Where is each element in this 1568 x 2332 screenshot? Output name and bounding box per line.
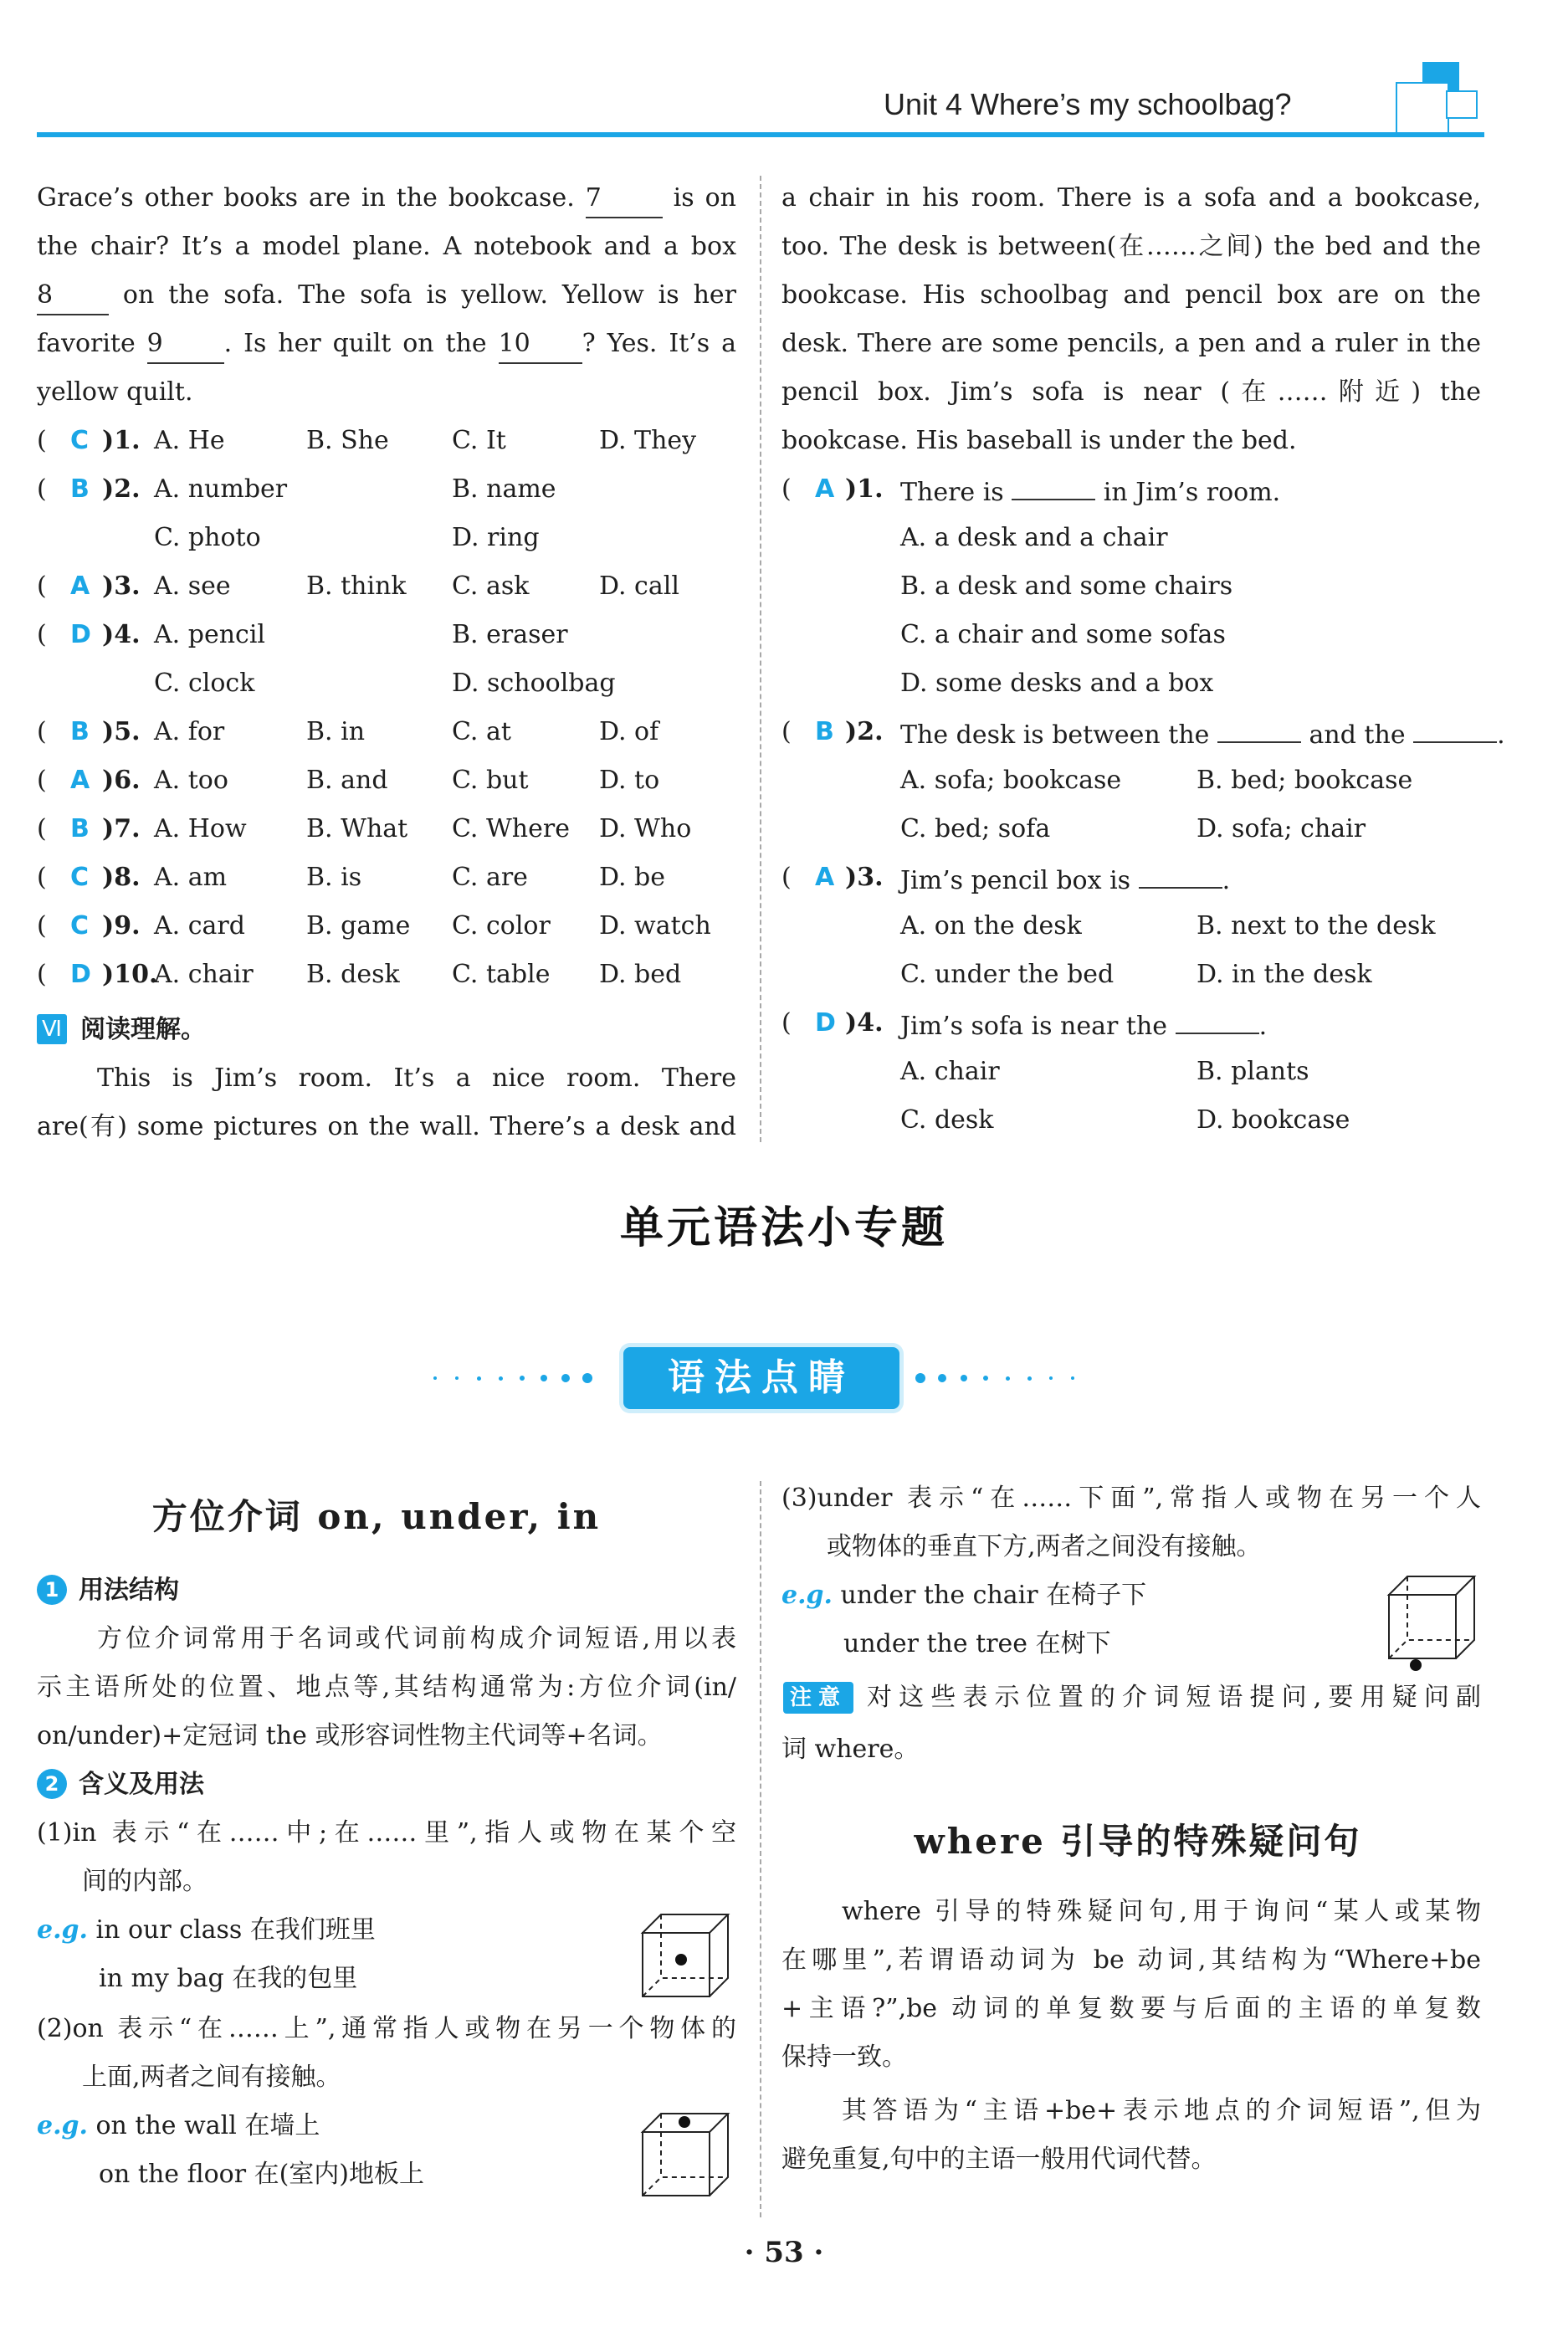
reading-passage-line: pencil box. Jim’s sofa is near (在……附近) the [781, 377, 1481, 407]
answer-blank: 10 [499, 325, 582, 364]
option: B. plants [1196, 1057, 1309, 1086]
decorative-dot [915, 1373, 925, 1383]
option-d: D. bed [599, 960, 682, 989]
header-decoration-square [1446, 90, 1478, 119]
point-number-2: 2 [37, 1769, 67, 1799]
bracket: ( [37, 571, 47, 601]
grammar-banner [623, 1347, 899, 1409]
question-number: )6. [102, 766, 141, 795]
reading-question [0, 708, 1568, 756]
answer-letter: A [70, 766, 90, 795]
answer-letter: A [815, 863, 835, 892]
decorative-dot [541, 1375, 547, 1381]
page-number: · 53 · [744, 2236, 824, 2269]
question-number: )3. [102, 571, 141, 601]
in-example: e.g. in our class 在我们班里 [37, 1915, 376, 1945]
option-c: C. ask [452, 571, 530, 601]
option-c: C. Where [452, 814, 570, 843]
decorative-dot [561, 1374, 570, 1382]
cloze-row [0, 417, 753, 465]
cloze-row [0, 562, 753, 611]
option-c: B. eraser [452, 620, 568, 649]
reading-question [0, 999, 1568, 1048]
answer-blank [1176, 999, 1259, 1034]
answer-letter: C [70, 863, 90, 892]
option-c: B. name [452, 474, 556, 504]
option-d: D. They [599, 426, 697, 455]
option-a: A. pencil [154, 620, 266, 649]
reading-passage-line: too. The desk is between(在……之间) the bed and the [781, 232, 1481, 261]
option-d: D. be [599, 863, 666, 892]
bracket: ( [37, 620, 47, 649]
on-example: e.g. on the wall 在墙上 [37, 2111, 320, 2140]
option-a: A. for [154, 717, 225, 746]
option-d: D. watch [599, 911, 711, 940]
option: B. a desk and some chairs [900, 571, 1233, 601]
bracket: ( [37, 911, 47, 940]
answer-letter: B [70, 474, 90, 504]
answer-letter: D [815, 1008, 836, 1038]
option-a: A. number [154, 474, 288, 504]
decorative-dot [433, 1376, 437, 1380]
option: D. some desks and a box [900, 669, 1214, 698]
option-a: A. card [154, 911, 245, 940]
on-usage-line: 上面,两者之间有接触。 [82, 2063, 341, 2092]
cloze-row [0, 659, 753, 708]
on-usage-line: (2)on 表示“在……上”,通常指人或物在另一个物体的 [37, 2014, 736, 2043]
decorative-dot [477, 1376, 481, 1381]
reading-question [0, 853, 1568, 902]
decorative-dot [455, 1376, 459, 1380]
question-number: )9. [102, 911, 141, 940]
header-title: Unit 4 Where’s my schoolbag? [884, 87, 1292, 121]
question-number: )1. [102, 426, 141, 455]
column-divider [760, 176, 761, 1142]
reading-passage-line: a chair in his room. There is a sofa and a bookcase, [781, 183, 1481, 213]
cube-under-diagram [1382, 1571, 1483, 1672]
note-line: 对这些表示位置的介词短语提问,要用疑问副 [867, 1683, 1481, 1712]
bracket: ( [37, 863, 47, 892]
cloze-row [0, 756, 753, 805]
answer-blank: 9 [147, 325, 224, 364]
bracket: ( [781, 717, 792, 746]
option-a: A. chair [154, 960, 254, 989]
eg-label: e.g. [781, 1581, 833, 1610]
option-c: C. but [452, 766, 529, 795]
option-a: A. see [154, 571, 231, 601]
where-line: +主语?”,be 动词的单复数要与后面的主语的单复数 [781, 1994, 1481, 2023]
point1-title: 用法结构 [79, 1576, 179, 1605]
answer-blank [1012, 465, 1095, 500]
header-decoration-square [1396, 82, 1449, 136]
decorative-dot [1006, 1376, 1010, 1381]
question-number: )2. [102, 474, 141, 504]
option: D. sofa; chair [1196, 814, 1366, 843]
option-b: B. is [306, 863, 362, 892]
prepositions-title: 方位介词 on, under, in [151, 1496, 602, 1537]
option-c: C. table [452, 960, 551, 989]
passage-line-5: yellow quilt. [37, 377, 193, 407]
point2-title: 含义及用法 [79, 1770, 204, 1799]
option: A. on the desk [900, 911, 1082, 940]
bracket: ( [37, 814, 47, 843]
reading-passage-line: are(有) some pictures on the wall. There’s a desk and [37, 1112, 736, 1141]
answer-letter: C [70, 911, 90, 940]
option: A. sofa; bookcase [900, 766, 1122, 795]
answer-letter: B [70, 814, 90, 843]
reading-passage-line: bookcase. His schoolbag and pencil box are on the [781, 280, 1481, 310]
question-number: )10. [102, 960, 158, 989]
bracket: ( [781, 474, 792, 504]
cube-in-diagram [636, 1909, 736, 2001]
where-line: where 引导的特殊疑问句,用于询问“某人或某物 [842, 1897, 1481, 1926]
passage-line-3: 8 on the sofa. The sofa is yellow. Yellow is her [37, 271, 736, 320]
option-d: D. to [599, 766, 660, 795]
question-stem: Jim’s pencil box is . [900, 853, 1230, 905]
cube-on-diagram [636, 2109, 736, 2201]
reading-passage-line: desk. There are some pencils, a pen and a ruler in the [781, 329, 1481, 358]
banner-label: 语法点睛 [668, 1356, 855, 1399]
cloze-row [0, 805, 753, 853]
question-number: )4. [845, 1008, 884, 1038]
option-a: A. He [154, 426, 225, 455]
bracket: ( [37, 960, 47, 989]
option-b: B. game [306, 911, 411, 940]
in-example: in my bag 在我的包里 [99, 1964, 358, 1993]
option-b: B. in [306, 717, 366, 746]
decorative-dot [499, 1376, 503, 1381]
option-c: D. ring [452, 523, 540, 552]
answer-blank [1217, 708, 1301, 743]
question-number: )7. [102, 814, 141, 843]
answer-blank: 8 [37, 277, 109, 315]
option-d: D. of [599, 717, 659, 746]
option-b: B. desk [306, 960, 400, 989]
decorative-dot [983, 1376, 988, 1381]
decorative-dot [938, 1374, 946, 1382]
passage-line-4: favorite 9 . Is her quilt on the 10 ? Yes. It’s a [37, 320, 736, 368]
answer-letter: A [815, 474, 835, 504]
decorative-dot [961, 1375, 967, 1381]
question-number: )4. [102, 620, 141, 649]
where-line: 保持一致。 [781, 2042, 907, 2072]
option-a: C. photo [154, 523, 261, 552]
option-c: D. schoolbag [452, 669, 616, 698]
point-number-1: 1 [37, 1575, 67, 1605]
point1-line: 示主语所处的位置、地点等,其结构通常为:方位介词(in/ [37, 1673, 736, 1702]
option-a: A. too [154, 766, 228, 795]
option: B. bed; bookcase [1196, 766, 1413, 795]
eg-label: e.g. [37, 1915, 88, 1945]
on-example: on the floor 在(室内)地板上 [99, 2160, 425, 2189]
header-rule [37, 132, 1484, 137]
section-title: 单元语法小专题 [619, 1203, 948, 1253]
cloze-row [0, 902, 753, 951]
answer-letter: C [70, 426, 90, 455]
where-line: 避免重复,句中的主语一般用代词代替。 [781, 2145, 1217, 2174]
cloze-row [0, 514, 753, 562]
option-c: C. are [452, 863, 528, 892]
cloze-row [0, 951, 753, 999]
where-title: where 引导的特殊疑问句 [914, 1821, 1362, 1862]
where-line: 其答语为“主语+be+表示地点的介词短语”,但为 [842, 2096, 1481, 2125]
option: D. in the desk [1196, 960, 1372, 989]
answer-letter: A [70, 571, 90, 601]
answer-blank: 7 [586, 180, 663, 218]
point1-line: 方位介词常用于名词或代词前构成介词短语,用以表 [97, 1624, 736, 1653]
question-stem: Jim’s sofa is near the . [900, 999, 1267, 1051]
option-c: C. It [452, 426, 506, 455]
cloze-row [0, 611, 753, 659]
option: C. bed; sofa [900, 814, 1051, 843]
reading-question [0, 465, 1568, 514]
under-example: under the tree 在树下 [843, 1629, 1111, 1658]
option-a: A. How [154, 814, 247, 843]
bracket: ( [37, 474, 47, 504]
option: A. a desk and a chair [900, 523, 1168, 552]
question-stem: The desk is between the and the . [900, 708, 1505, 760]
option: D. bookcase [1196, 1105, 1350, 1135]
bracket: ( [37, 426, 47, 455]
option: C. desk [900, 1105, 994, 1135]
answer-blank [1413, 708, 1497, 743]
option-c: C. at [452, 717, 511, 746]
option: B. next to the desk [1196, 911, 1436, 940]
passage-line-2: the chair? It’s a model plane. A notebook and a box [37, 232, 736, 261]
question-stem: There is in Jim’s room. [900, 465, 1280, 517]
eg-label: e.g. [37, 2111, 88, 2140]
option-c: C. color [452, 911, 551, 940]
decorative-dot [1071, 1376, 1074, 1380]
bracket: ( [37, 766, 47, 795]
passage-line-1: Grace’s other books are in the bookcase. 7 is on [37, 174, 736, 223]
option-b: B. What [306, 814, 408, 843]
question-number: )5. [102, 717, 141, 746]
question-number: )8. [102, 863, 141, 892]
option-d: D. Who [599, 814, 692, 843]
where-line: 在哪里”,若谓语动词为 be 动词,其结构为“Where+be [781, 1945, 1481, 1975]
under-usage-line: 或物体的垂直下方,两者之间没有接触。 [827, 1532, 1262, 1561]
answer-letter: D [70, 620, 91, 649]
answer-blank [1139, 853, 1222, 889]
section-number-tag: Ⅵ [37, 1014, 67, 1044]
question-number: )2. [845, 717, 884, 746]
answer-letter: D [70, 960, 91, 989]
bracket: ( [781, 1008, 792, 1038]
answer-letter: B [70, 717, 90, 746]
point1-line: on/under)+定冠词 the 或形容词性物主代词等+名词。 [37, 1721, 663, 1750]
option: C. a chair and some sofas [900, 620, 1226, 649]
option: A. chair [900, 1057, 1000, 1086]
reading-passage-line: This is Jim’s room. It’s a nice room. There [97, 1063, 736, 1093]
bracket: ( [37, 717, 47, 746]
reading-section-title: 阅读理解。 [80, 1015, 206, 1044]
option-b: B. think [306, 571, 407, 601]
in-usage-line: 间的内部。 [82, 1867, 208, 1896]
note-label: 注意 [783, 1682, 853, 1714]
option: C. under the bed [900, 960, 1115, 989]
option-d: D. call [599, 571, 679, 601]
decorative-dot [1049, 1376, 1053, 1380]
under-example: e.g. under the chair 在椅子下 [781, 1581, 1147, 1610]
option-a: C. clock [154, 669, 255, 698]
decorative-dot [582, 1373, 592, 1383]
decorative-dot [1027, 1376, 1032, 1381]
option-b: B. She [306, 426, 389, 455]
question-number: )1. [845, 474, 884, 504]
answer-letter: B [815, 717, 834, 746]
under-usage-line: (3)under 表示“在……下面”,常指人或物在另一个人 [781, 1484, 1481, 1513]
option-a: A. am [154, 863, 228, 892]
bracket: ( [781, 863, 792, 892]
in-usage-line: (1)in 表示“在……中;在……里”,指人或物在某个空 [37, 1818, 736, 1848]
option-b: B. and [306, 766, 388, 795]
reading-passage-line: bookcase. His baseball is under the bed. [781, 426, 1297, 455]
question-number: )3. [845, 863, 884, 892]
decorative-dot [520, 1376, 525, 1381]
note-line: 词 where。 [781, 1735, 920, 1764]
